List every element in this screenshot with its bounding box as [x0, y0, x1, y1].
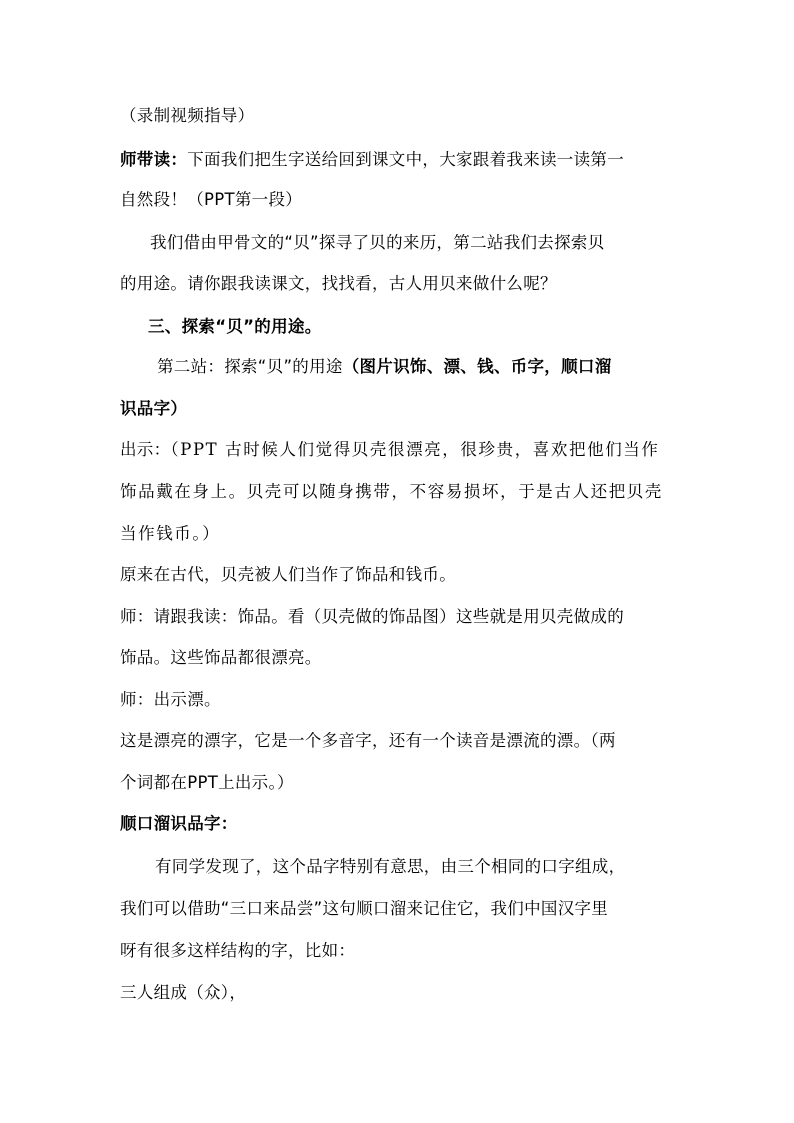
paragraph-line [120, 773, 680, 793]
paragraph-line [120, 565, 680, 585]
line-text: 我们可以借助“三口来品尝”这句顺口溜来记住它，我们中国汉字里 [120, 899, 609, 918]
line-text: 自然段！（PPT第一段） [120, 190, 303, 209]
line-text: 原来在古代，贝壳被人们当作了饰品和钱币。 [120, 565, 456, 584]
paragraph-line [120, 899, 680, 919]
section-heading [148, 317, 708, 337]
paragraph-line [120, 731, 680, 751]
paragraph-line [120, 106, 680, 126]
paragraph-line [120, 399, 680, 419]
heading-text: 三、探索“贝”的用途。 [148, 317, 322, 336]
paragraph-line [150, 233, 710, 253]
line-text: 识品字） [120, 399, 188, 418]
paragraph-line [120, 983, 680, 1003]
line-text: 个词都在PPT上出示。） [120, 773, 294, 792]
line-text: 饰品。这些饰品都很漂亮。 [120, 648, 322, 667]
line-text-serif: （PPT 古时候人们觉得贝壳很漂亮，很珍贵，喜欢把他们当作 [170, 440, 660, 459]
line-text: 的用途。请你跟我读课文，找找看，古人用贝来做什么呢？ [120, 274, 557, 293]
paragraph-line [120, 150, 680, 170]
line-text: 三人组成（众）， [120, 983, 247, 1002]
paragraph-line [120, 690, 680, 710]
paragraph-line [120, 274, 680, 294]
line-text: 下面我们把生字送给回到课文中，大家跟着我来读一读第一 [187, 150, 625, 169]
paragraph-line [157, 357, 717, 377]
section-heading [120, 814, 680, 834]
paragraph-line [120, 524, 680, 544]
line-text: 有同学发现了，这个品字特别有意思，由三个相同的口字组成， [155, 857, 626, 876]
line-text: （录制视频指导） [120, 106, 255, 125]
line-text: 我们借由甲骨文的“贝”探寻了贝的来历，第二站我们去探索贝 [150, 233, 605, 252]
paragraph-line [120, 190, 680, 210]
line-text: 师：请跟我读：饰品。看（贝壳做的饰品图）这些就是用贝壳做成的 [120, 607, 624, 626]
line-bold-text: （图片识饰、漂、钱、币字，顺口溜 [342, 357, 612, 376]
paragraph-line [120, 607, 680, 627]
line-text: 呀有很多这样结构的字，比如： [120, 941, 356, 960]
paragraph-line [120, 648, 680, 668]
line-text: 饰品戴在身上。贝壳可以随身携带，不容易损坏，于是古人还把贝壳 [120, 482, 663, 501]
paragraph-line [120, 941, 680, 961]
paragraph-line [155, 857, 715, 877]
paragraph-line [120, 440, 680, 460]
speaker-label: 师带读： [120, 150, 188, 169]
line-text: 第二站：探索“贝”的用途 [157, 357, 343, 376]
heading-text: 顺口溜识品字： [120, 814, 238, 833]
line-text: 当作钱币。） [120, 524, 221, 543]
line-text: 出示： [120, 440, 171, 459]
paragraph-line [120, 482, 680, 502]
line-text: 师：出示漂。 [120, 690, 221, 709]
line-text: 这是漂亮的漂字，它是一个多音字，还有一个读音是漂流的漂。（两 [120, 731, 616, 750]
